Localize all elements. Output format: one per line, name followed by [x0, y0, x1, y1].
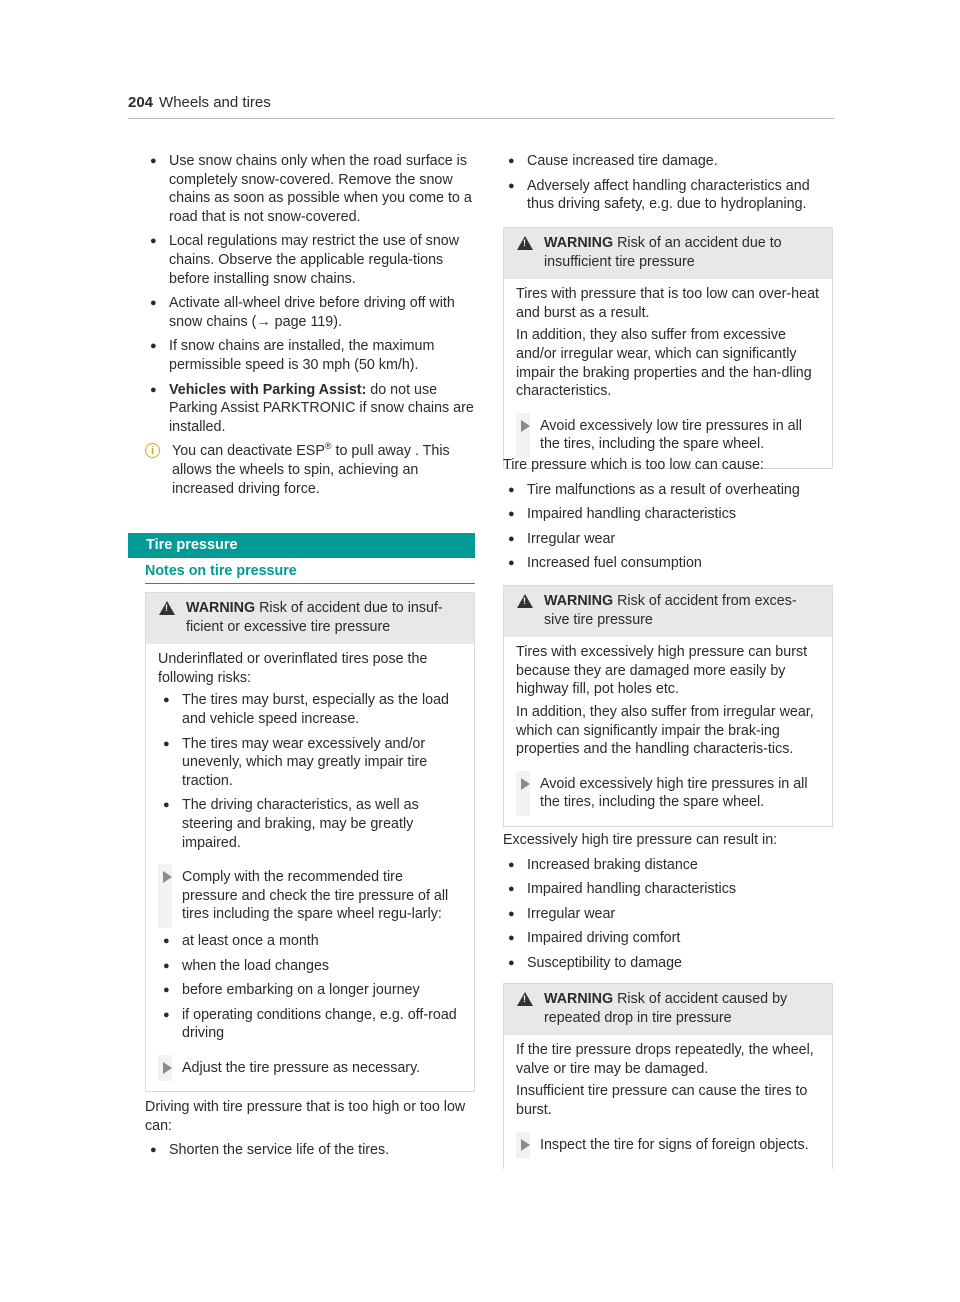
warning-triangle-icon — [517, 992, 533, 1006]
list-item: ● Cause increased tire damage. — [508, 153, 718, 169]
arrow-right-icon — [521, 1139, 530, 1151]
list-item: ● Impaired handling characteristics — [508, 506, 736, 523]
warning-box: ! WARNING Risk of accident from exces-sive tire pressure Tires with excessively high pressure can burst because they are damaged more easily by highway fill, pot holes etc. In addition, they also suffer from irregular wear, which can significantly impair the brak-ing properties and the handling characteris-tics. Avoid excessively high tire pressures in all the tires, including the spare wheel. — [503, 585, 833, 827]
arrow-right-icon — [163, 1062, 172, 1074]
arrow-right-icon — [163, 871, 172, 883]
list-item: ● Impaired driving comfort — [508, 930, 681, 947]
warning-header: ! WARNING Risk of accident due to insuf-ficient or excessive tire pressure — [146, 593, 474, 644]
list-item: ● Impaired handling characteristics — [508, 881, 736, 898]
info-icon: i — [145, 443, 160, 458]
warning-header: ! WARNING Risk of accident caused by repeated drop in tire pressure — [504, 984, 832, 1035]
high-pressure-effects: Excessively high tire pressure can result in: ● Increased braking distance ● Impaired handling characteristics ● Irregular wear ● Impaired driving comfort ● Susceptibility to damage — [503, 831, 833, 979]
subheading: Notes on tire pressure — [145, 561, 475, 584]
list-item: ● Shorten the service life of the tires. — [150, 1142, 390, 1159]
snow-chain-list — [145, 152, 475, 436]
list-item: ● Activate all-wheel drive before driving off with snow chains (→ page 119). — [150, 295, 455, 330]
low-pressure-effects: Tire pressure which is too low can cause: ● Tire malfunctions as a result of overheating ● Impaired handling characteristics ● Irregular wear ● Increased fuel consumption — [503, 456, 833, 579]
list-item: ● Tire malfunctions as a result of overheating — [508, 481, 800, 498]
list-item: ● Adversely affect handling characteristics and thus driving safety, e.g. due to hydroplaning. — [508, 177, 810, 213]
action-step: Adjust the tire pressure as necessary. — [158, 1059, 462, 1078]
list-item: ● The driving characteristics, as well as steering and braking, may be greatly impaired. — [163, 797, 419, 851]
action-step: Comply with the recommended tire pressure and check the tire pressure of all tires including the spare wheel regu-larly: — [158, 868, 462, 924]
arrow-right-icon — [521, 420, 530, 432]
list-item: ● Increased braking distance — [508, 856, 698, 873]
list-item: ● Irregular wear — [508, 530, 616, 547]
page-header — [128, 94, 834, 119]
page-number: 204 — [128, 94, 154, 111]
list-item: ● If snow chains are installed, the maximum permissible speed is 30 mph (50 km/h). — [150, 338, 435, 373]
list-item: ● Irregular wear — [508, 905, 616, 922]
left-column-bottom: Driving with tire pressure that is too high or too low can: ● Shorten the service life of the tires. — [145, 1098, 475, 1166]
warning-header: ! WARNING Risk of accident from exces-sive tire pressure — [504, 586, 832, 637]
list-item: ● Susceptibility to damage — [508, 954, 682, 971]
right-column-top — [503, 152, 833, 220]
list-item: ● The tires may burst, especially as the load and vehicle speed increase. — [163, 692, 449, 727]
warning-box: ! WARNING Risk of accident due to insuf-ficient or excessive tire pressure Underinflated or overinflated tires pose the following risks: ● The tires may burst, especially as the load and vehicle speed increase. ● The tires may wear excessively and/or unevenly, which may greatly impair tire traction. ● The driving characteristics, as well as steering and braking, may be greatly impaired. Comply with the recommended tire pressure and check the tire pressure of all tires including the spare wheel regu-larly: ● at least once a month ● when the load changes ● before embarking on a longer journey ● if operating conditions change, e.g. off-road driving Adjust the tire pressure as necessary. — [145, 592, 475, 1092]
list-item: ● The tires may wear excessively and/or unevenly, which may greatly impair tire traction. — [163, 735, 428, 789]
list-item: ● at least once a month — [163, 932, 319, 949]
action-step: Avoid excessively high tire pressures in all the tires, including the spare wheel. — [516, 775, 820, 812]
parking-assist-label: Vehicles with Parking Assist: — [169, 381, 367, 398]
section-title: Tire pressure — [128, 533, 475, 558]
warning-header: ! WARNING Risk of an accident due to insufficient tire pressure — [504, 228, 832, 279]
list-item: ● before embarking on a longer journey — [163, 982, 420, 999]
list-item: ● Vehicles with Parking Assist: do not use Parking Assist PARKTRONIC if snow chains are installed. — [150, 381, 474, 435]
warning-box: ! WARNING Risk of an accident due to insufficient tire pressure Tires with pressure that is too low can over-heat and burst as a result. In addition, they also suffer from excessive and/or irregular wear, which can significantly impair the braking properties and the han-dling characteristics. Avoid excessively low tire pressures in all the tires, including the spare wheel. — [503, 227, 833, 469]
action-step: Inspect the tire for signs of foreign objects. — [516, 1136, 820, 1155]
list-item: ● when the load changes — [163, 957, 330, 974]
left-column-top — [145, 152, 475, 498]
list-item: ● Local regulations may restrict the use of snow chains. Observe the applicable regula-tions before installing snow chains. — [150, 233, 460, 287]
arrow-right-icon — [521, 778, 530, 790]
warning-triangle-icon — [159, 601, 175, 615]
warning-triangle-icon — [517, 594, 533, 608]
chapter-title: Wheels and tires — [159, 94, 271, 111]
warning-box: ! WARNING Risk of accident caused by repeated drop in tire pressure If the tire pressure drops repeatedly, the wheel, valve or tire may be damaged. Insufficient tire pressure can cause the tires to burst. Inspect the tire for signs of foreign objects. — [503, 983, 833, 1169]
action-step: Avoid excessively low tire pressures in all the tires, including the spare wheel. — [516, 417, 820, 454]
list-item: ● Use snow chains only when the road surface is completely snow-covered. Remove the snow chains as soon as possible when you come to a road that is not snow-covered. — [150, 153, 472, 225]
warning-triangle-icon — [517, 236, 533, 250]
list-item: ● Increased fuel consumption — [508, 555, 702, 572]
info-note: i You can deactivate ESP® to pull away . This allows the wheels to spin, achieving an increased driving force. — [145, 442, 475, 498]
list-item: ● if operating conditions change, e.g. off-road driving — [163, 1006, 457, 1042]
